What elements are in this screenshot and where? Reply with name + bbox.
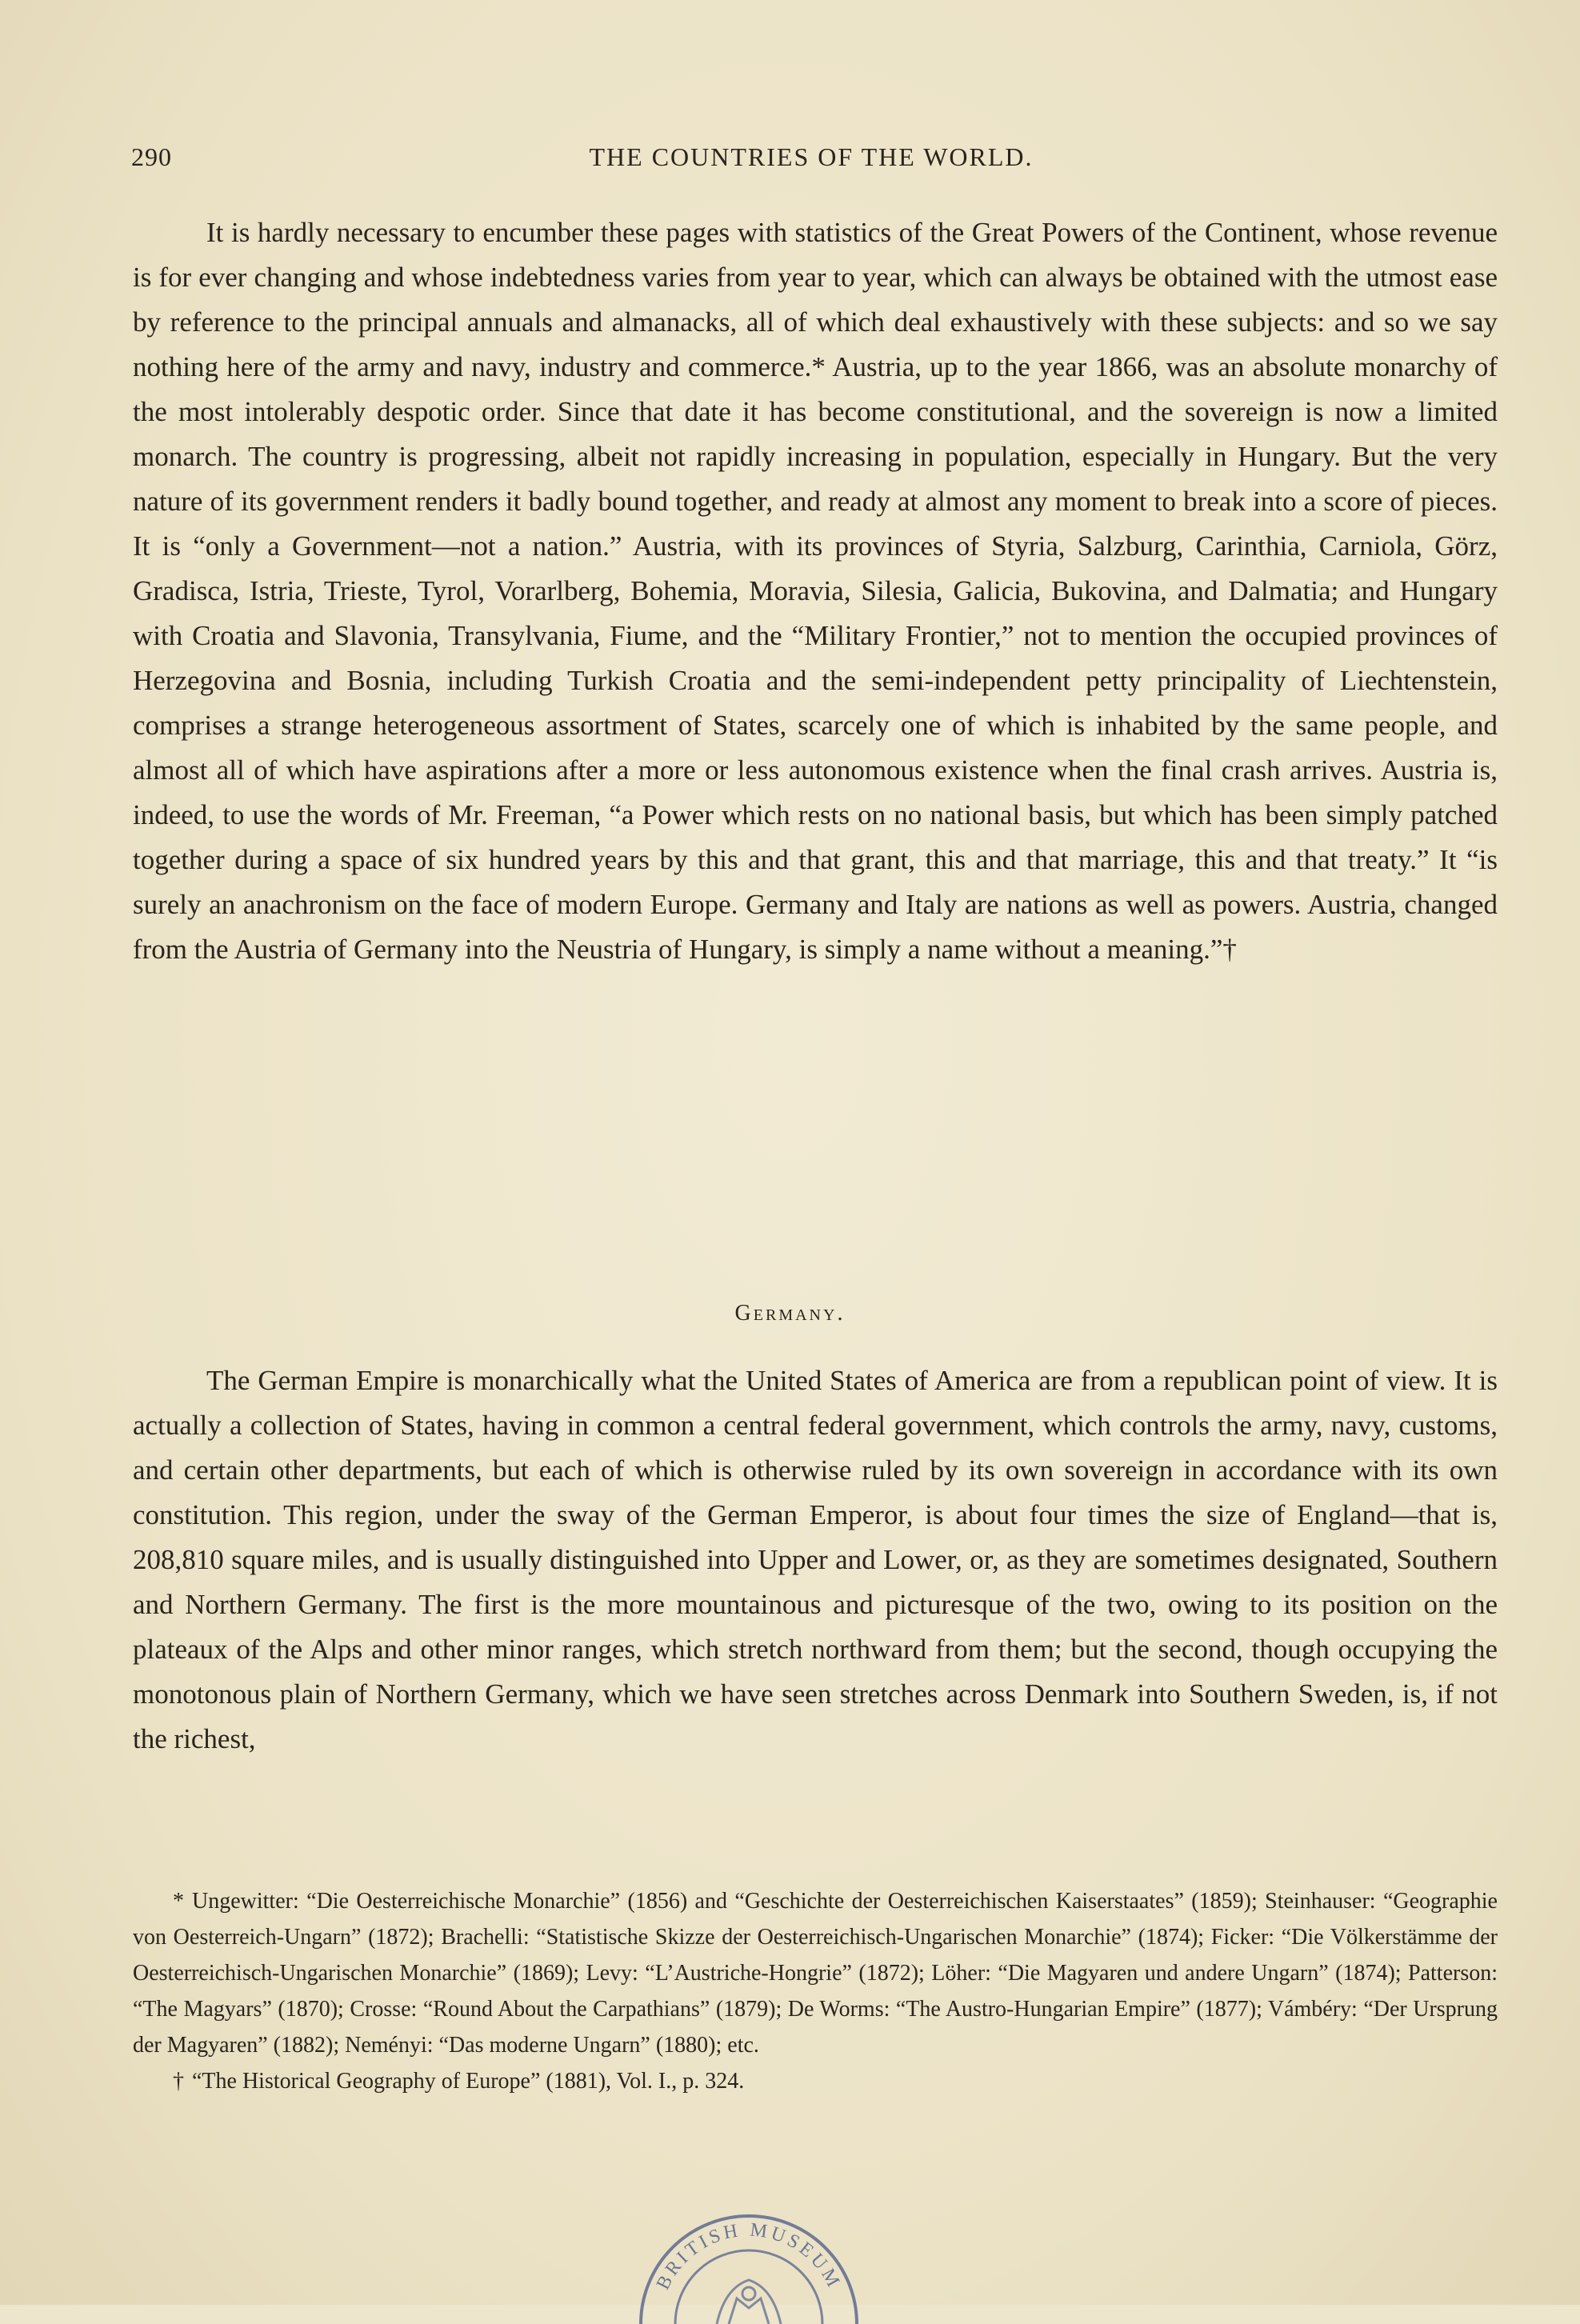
section-heading-germany: Germany. — [734, 1301, 846, 1326]
germany-paragraph: The German Empire is monarchically what the United States of America are from a republican point of view. It is actually a collection of States, having in common a central federal government, which controls the army, navy, customs, and certain other departments, but each of which is otherwise ruled by its own sovereign in accordance with its own constitution. This region, under the sway of the German Emperor, is about four times the size of England—that is, 208,810 square miles, and is usually distinguished into Upper and Lower, or, as they are sometimes designated, Southern and Northern Germany. The first is the more mountainous and picturesque of the two, owing to its position on the plateaux of the Alps and other minor ranges, which stretch northward from them; but the second, though occupying the monotonous plain of Northern Germany, which we have seen stretches across Denmark into Southern Sweden, is, if not the richest, — [133, 1365, 1498, 1754]
footnote-2 — [133, 2063, 1498, 2099]
footnote-text: “The Historical Geography of Europe” (1881), Vol. I., p. 324. — [192, 2069, 745, 2094]
germany-paragraph-block — [133, 1358, 1498, 1762]
austria-paragraph: It is hardly necessary to encumber these pages with statistics of the Great Powers of the Continent, whose revenue is for ever changing and whose indebtedness varies from year to year, which can always be obtained with the utmost ease by reference to the principal annuals and almanacks, all of which deal exhaustively with these subjects: and so we say nothing here of the army and navy, industry and commerce.* Austria, up to the year 1866, was an absolute monarchy of the most intolerably despotic order. Since that date it has become constitutional, and the sovereign is now a limited monarch. The country is progressing, albeit not rapidly increasing in population, especially in Hungary. But the very nature of its government renders it badly bound together, and ready at almost any moment to break into a score of pieces. It is “only a Government—not a nation.” Austria, with its provinces of Styria, Salzburg, Carinthia, Carniola, Görz, Gradisca, Istria, Trieste, Tyrol, Vorarlberg, Bohemia, Moravia, Silesia, Galicia, Bukovina, and Dalmatia; and Hungary with Croatia and Slavonia, Transylvania, Fiume, and the “Military Frontier,” not to mention the occupied provinces of Herzegovina and Bosnia, including Turkish Croatia and the semi-independent petty principality of Liechtenstein, comprises a strange heterogeneous assortment of States, scarcely one of which is inhabited by the same people, and almost all of which have aspirations after a more or less autonomous existence when the final crash arrives. Austria is, indeed, to use the words of Mr. Freeman, “a Power which rests on no national basis, but which has been simply patched together during a space of six hundred years by this and that grant, this and that marriage, this and that treaty.” It “is surely an anachronism on the face of modern Europe. Germany and Italy are nations as well as powers. Austria, changed from the Austria of Germany into the Neustria of Hungary, is simply a name without a meaning.”† — [133, 217, 1498, 965]
page-header — [131, 142, 1491, 178]
running-title: THE COUNTRIES OF THE WORLD. — [589, 142, 1034, 171]
austria-paragraph-block — [133, 210, 1498, 972]
footnote-marker: † — [173, 2069, 184, 2094]
footnote-text: Ungewitter: “Die Oesterreichische Monarchie” (1856) and “Geschichte der Oesterreichischen Kaiserstaates” (1859); Steinhauser: “Geographie von Oesterreich-Ungarn” (1872); Brachelli: “Statistische Skizze der Oesterreichisch-Ungarischen Monarchie” (1874); Ficker: “Die Völkerstämme der Oesterreichisch-Ungarischen Monarchie” (1869); Levy: “L’Austriche-Hongrie” (1872); Löher: “Die Magyaren und andere Ungarn” (1874); Patterson: “The Magyars” (1870); Crosse: “Round About the Carpathians” (1879); De Worms: “The Austro-Hungarian Empire” (1877); Vámbéry: “Der Ursprung der Magyaren” (1882); Neményi: “Das moderne Ungarn” (1880); etc. — [133, 1889, 1498, 2058]
footnote-1 — [133, 1883, 1498, 2063]
footnote-marker: * — [173, 1889, 184, 1914]
stamp-text: BRITISH MUSEUM — [652, 2219, 846, 2294]
library-stamp-icon — [629, 2204, 869, 2324]
page-number: 290 — [131, 142, 172, 171]
footnotes — [133, 1883, 1498, 2099]
svg-text:BRITISH MUSEUM — [653, 2219, 845, 2293]
